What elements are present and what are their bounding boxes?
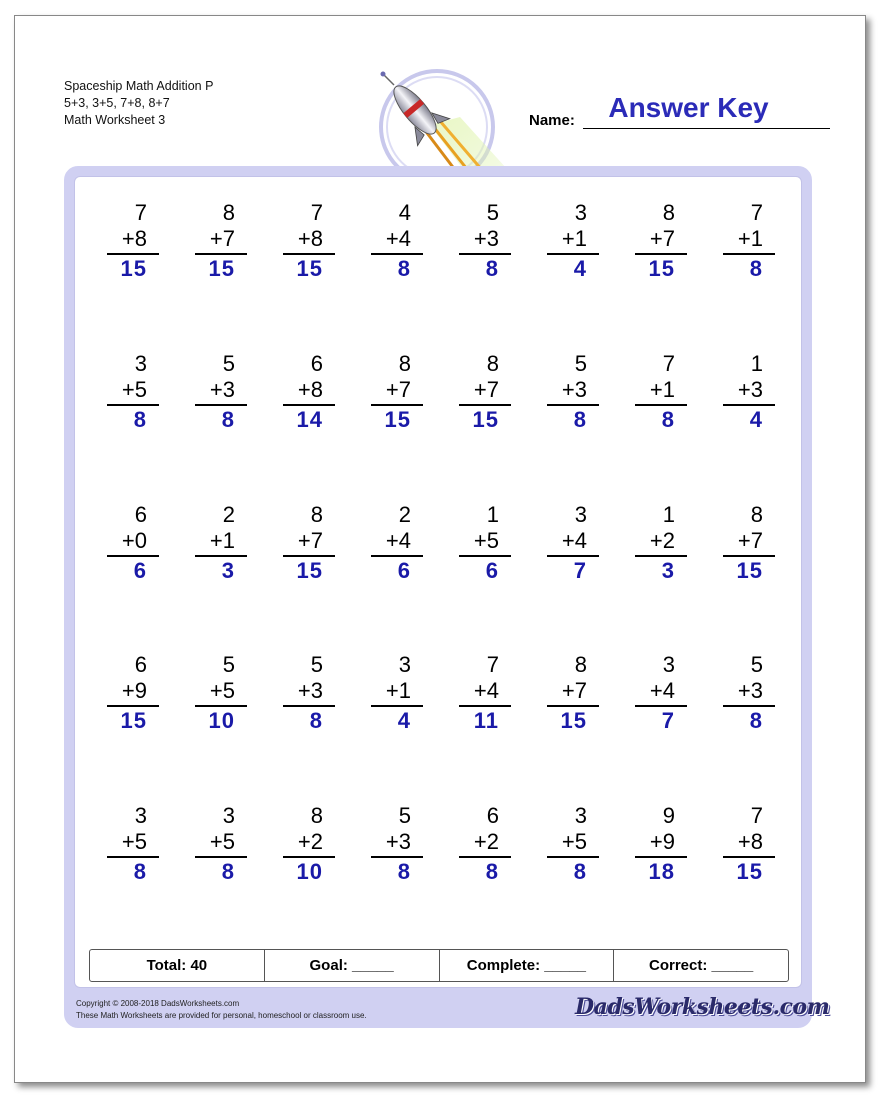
problem-addend-bottom: +4 xyxy=(385,226,411,251)
problem-answer: 11 xyxy=(473,708,499,733)
problem-answer: 4 xyxy=(573,256,587,281)
problem-answer: 6 xyxy=(397,558,411,583)
problem-addend-bottom: +4 xyxy=(649,678,675,703)
answer-key-text: Answer Key xyxy=(608,92,769,123)
problem-addend-bottom: +5 xyxy=(209,678,235,703)
problem-addend-bottom: +3 xyxy=(385,829,411,854)
problem-answer: 7 xyxy=(573,558,587,583)
problem xyxy=(283,652,335,735)
problem-addend-top: 6 xyxy=(134,502,147,527)
problem-addend-top: 3 xyxy=(662,652,675,677)
problem-answer: 8 xyxy=(133,859,147,884)
problem xyxy=(723,200,775,283)
problem-answer: 8 xyxy=(133,407,147,432)
problem-addend-top: 6 xyxy=(486,803,499,828)
problem-addend-bottom: +5 xyxy=(561,829,587,854)
problem xyxy=(195,502,247,585)
problem-addend-top: 8 xyxy=(310,803,323,828)
problem xyxy=(107,200,159,283)
problem-addend-bottom: +2 xyxy=(297,829,323,854)
problem-addend-top: 7 xyxy=(486,652,499,677)
problem-addend-top: 7 xyxy=(662,351,675,376)
problem-addend-bottom: +7 xyxy=(561,678,587,703)
problem-addend-top: 8 xyxy=(310,502,323,527)
problem-answer: 15 xyxy=(472,407,499,432)
problem-addend-top: 5 xyxy=(486,200,499,225)
problem-addend-bottom: +7 xyxy=(737,528,763,553)
problem xyxy=(547,502,599,585)
problem-addend-top: 8 xyxy=(574,652,587,677)
problem xyxy=(459,652,511,735)
problem xyxy=(371,200,423,283)
problem xyxy=(723,652,775,735)
problem-answer: 15 xyxy=(120,256,147,281)
problem-addend-bottom: +3 xyxy=(737,678,763,703)
problem-answer: 8 xyxy=(749,256,763,281)
problem-addend-top: 7 xyxy=(310,200,323,225)
problem-addend-top: 7 xyxy=(750,200,763,225)
problem xyxy=(459,803,511,886)
problem-addend-bottom: +1 xyxy=(649,377,675,402)
problem xyxy=(723,502,775,585)
worksheet-header xyxy=(64,78,213,129)
problem-answer: 8 xyxy=(397,859,411,884)
problem-addend-top: 7 xyxy=(750,803,763,828)
problem xyxy=(723,351,775,434)
problem-addend-bottom: +3 xyxy=(209,377,235,402)
problem-answer: 15 xyxy=(120,708,147,733)
score-summary xyxy=(89,949,789,982)
problem xyxy=(459,200,511,283)
problems-area xyxy=(74,176,802,988)
problem-answer: 8 xyxy=(573,407,587,432)
problem-addend-bottom: +7 xyxy=(209,226,235,251)
problem-addend-bottom: +8 xyxy=(297,377,323,402)
problem-answer: 10 xyxy=(296,859,323,884)
usage-notice: These Math Worksheets are provided for personal, homeschool or classroom use. xyxy=(76,1011,367,1020)
problem-answer: 3 xyxy=(661,558,675,583)
problem-addend-top: 5 xyxy=(574,351,587,376)
worksheet-title: Spaceship Math Addition P xyxy=(64,79,214,93)
problem-addend-top: 1 xyxy=(662,502,675,527)
problem xyxy=(371,652,423,735)
copyright-line: Copyright © 2008-2018 DadsWorksheets.com xyxy=(76,999,240,1008)
name-field xyxy=(529,92,831,130)
total-cell: Total: 40 xyxy=(90,950,265,981)
worksheet-subtitle: Math Worksheet 3 xyxy=(64,113,166,127)
name-label: Name: xyxy=(529,112,575,129)
problem-addend-bottom: +2 xyxy=(649,528,675,553)
problem-answer: 15 xyxy=(296,558,323,583)
problem-addend-bottom: +7 xyxy=(385,377,411,402)
problem-answer: 4 xyxy=(749,407,763,432)
problem-answer: 4 xyxy=(397,708,411,733)
problem-answer: 15 xyxy=(648,256,675,281)
problem-addend-top: 3 xyxy=(574,502,587,527)
problem-addend-bottom: +1 xyxy=(385,678,411,703)
problem-addend-bottom: +9 xyxy=(121,678,147,703)
problem xyxy=(635,502,687,585)
problem-answer: 8 xyxy=(221,407,235,432)
problem-answer: 8 xyxy=(221,859,235,884)
problem-addend-bottom: +3 xyxy=(297,678,323,703)
problem xyxy=(635,652,687,735)
problem-addend-bottom: +0 xyxy=(121,528,147,553)
problem-addend-top: 4 xyxy=(398,200,411,225)
problem-addend-top: 3 xyxy=(574,803,587,828)
problem xyxy=(107,652,159,735)
copyright-notice xyxy=(76,998,367,1022)
problem-addend-top: 8 xyxy=(662,200,675,225)
problem-answer: 15 xyxy=(736,859,763,884)
problem-addend-bottom: +8 xyxy=(297,226,323,251)
problem-addend-bottom: +9 xyxy=(649,829,675,854)
problem xyxy=(195,652,247,735)
problem-addend-top: 8 xyxy=(398,351,411,376)
complete-cell: Complete: _____ xyxy=(440,950,615,981)
problem-addend-top: 5 xyxy=(398,803,411,828)
problem-answer: 15 xyxy=(384,407,411,432)
problem xyxy=(283,200,335,283)
problem-addend-bottom: +5 xyxy=(209,829,235,854)
problem-addend-top: 2 xyxy=(222,502,235,527)
problem-answer: 8 xyxy=(749,708,763,733)
problem-answer: 8 xyxy=(397,256,411,281)
problem-answer: 8 xyxy=(309,708,323,733)
problem-answer: 8 xyxy=(661,407,675,432)
dadsworksheets-logo xyxy=(575,994,830,1026)
problem xyxy=(547,200,599,283)
problem-addend-top: 5 xyxy=(310,652,323,677)
problem-answer: 8 xyxy=(485,859,499,884)
goal-cell: Goal: _____ xyxy=(265,950,440,981)
problem-addend-bottom: +5 xyxy=(121,829,147,854)
problem xyxy=(283,803,335,886)
problem-addend-top: 6 xyxy=(310,351,323,376)
problem-answer: 7 xyxy=(661,708,675,733)
problem-addend-top: 1 xyxy=(750,351,763,376)
problem-answer: 3 xyxy=(221,558,235,583)
problem xyxy=(283,502,335,585)
problem-addend-top: 6 xyxy=(134,652,147,677)
worksheet-facts: 5+3, 3+5, 7+8, 8+7 xyxy=(64,96,170,110)
problem-answer: 8 xyxy=(485,256,499,281)
problem-addend-bottom: +1 xyxy=(209,528,235,553)
problem xyxy=(371,351,423,434)
problem-addend-bottom: +2 xyxy=(473,829,499,854)
problem-addend-bottom: +8 xyxy=(737,829,763,854)
problem xyxy=(547,652,599,735)
problem-addend-top: 1 xyxy=(486,502,499,527)
problem-answer: 15 xyxy=(208,256,235,281)
problem-addend-bottom: +3 xyxy=(473,226,499,251)
problem-addend-bottom: +5 xyxy=(473,528,499,553)
problem-answer: 8 xyxy=(573,859,587,884)
problem xyxy=(635,803,687,886)
logo-text: DadsWorksheets.com xyxy=(575,994,830,1020)
problem-addend-top: 5 xyxy=(750,652,763,677)
name-underline xyxy=(583,128,830,129)
problem xyxy=(195,351,247,434)
problem xyxy=(723,803,775,886)
problem-answer: 6 xyxy=(133,558,147,583)
problem xyxy=(459,351,511,434)
problem-addend-top: 9 xyxy=(662,803,675,828)
problem-addend-top: 8 xyxy=(750,502,763,527)
problem-addend-bottom: +7 xyxy=(297,528,323,553)
problems-frame xyxy=(64,166,812,1028)
problem xyxy=(107,502,159,585)
problem xyxy=(459,502,511,585)
problem-answer: 15 xyxy=(560,708,587,733)
problem xyxy=(371,803,423,886)
problem-answer: 15 xyxy=(296,256,323,281)
problem-addend-bottom: +7 xyxy=(649,226,675,251)
problem xyxy=(371,502,423,585)
problem-addend-top: 7 xyxy=(134,200,147,225)
problem-addend-bottom: +8 xyxy=(121,226,147,251)
problem-addend-top: 8 xyxy=(486,351,499,376)
problem xyxy=(195,803,247,886)
problem-answer: 18 xyxy=(648,859,675,884)
problem-addend-top: 2 xyxy=(398,502,411,527)
problem-answer: 10 xyxy=(208,708,235,733)
problem-addend-bottom: +5 xyxy=(121,377,147,402)
problem-addend-top: 5 xyxy=(222,652,235,677)
problem-addend-bottom: +4 xyxy=(385,528,411,553)
problem xyxy=(547,803,599,886)
problem-answer: 14 xyxy=(296,407,323,432)
correct-cell: Correct: _____ xyxy=(649,957,754,974)
problem-addend-bottom: +4 xyxy=(561,528,587,553)
problem-addend-top: 3 xyxy=(222,803,235,828)
problem-answer: 15 xyxy=(736,558,763,583)
problem-addend-top: 3 xyxy=(398,652,411,677)
problem-answer: 6 xyxy=(485,558,499,583)
problem-addend-bottom: +7 xyxy=(473,377,499,402)
problem-addend-bottom: +3 xyxy=(561,377,587,402)
problem-addend-bottom: +1 xyxy=(561,226,587,251)
problem xyxy=(107,803,159,886)
problem-addend-bottom: +3 xyxy=(737,377,763,402)
problem-addend-top: 5 xyxy=(222,351,235,376)
problem-addend-top: 3 xyxy=(134,351,147,376)
problem xyxy=(195,200,247,283)
problem xyxy=(635,200,687,283)
problem xyxy=(283,351,335,434)
problem xyxy=(547,351,599,434)
problem-addend-top: 3 xyxy=(134,803,147,828)
problem xyxy=(635,351,687,434)
problem-addend-bottom: +4 xyxy=(473,678,499,703)
problem xyxy=(107,351,159,434)
problem-addend-top: 3 xyxy=(574,200,587,225)
problem-addend-top: 8 xyxy=(222,200,235,225)
problem-addend-bottom: +1 xyxy=(737,226,763,251)
